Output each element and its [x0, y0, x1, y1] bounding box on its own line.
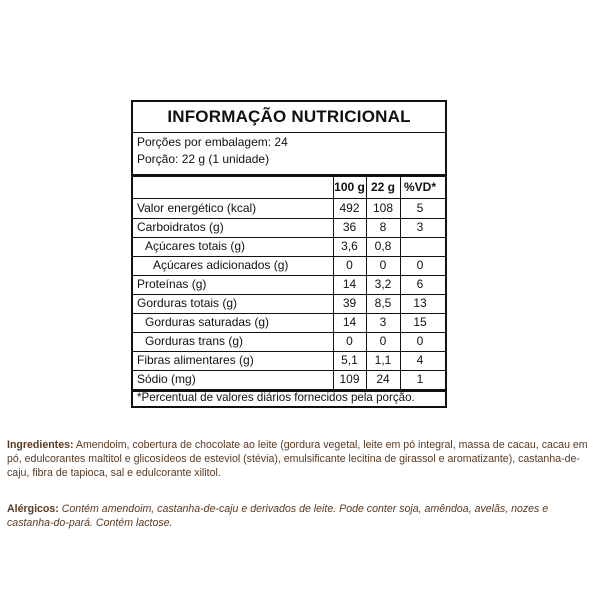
value-vd: 0 — [416, 334, 424, 348]
divider — [133, 198, 445, 199]
value-100g: 109 — [339, 372, 360, 386]
row-label: Açúcares adicionados (g) — [153, 258, 289, 272]
row-label: Gorduras trans (g) — [145, 334, 244, 348]
value-vd: 4 — [416, 353, 424, 367]
value-portion: 3,2 — [374, 277, 392, 291]
column-header-100g: 100 g — [334, 180, 365, 194]
value-vd: 15 — [413, 315, 427, 329]
ingredients-text: Amendoim, cobertura de chocolate ao leite (gordura vegetal, leite em pó integral, massa de cacau, cacau em pó, edulcorantes maltitol e glicosídeos de esteviol (stévia), emulsificante lecitina de girassol e aromatizante), castanha-de-caju, fibra de tapioca, sal e edulcorante xilitol. — [7, 439, 588, 479]
divider-thick — [133, 174, 445, 177]
value-100g: 39 — [342, 296, 357, 310]
value-vd: 5 — [416, 201, 424, 215]
row-label: Fibras alimentares (g) — [137, 353, 254, 367]
value-100g: 14 — [342, 277, 357, 291]
value-100g: 492 — [339, 201, 360, 215]
row-label: Proteínas (g) — [137, 277, 207, 291]
divider — [133, 294, 445, 295]
value-portion: 0,8 — [374, 239, 392, 253]
value-portion: 1,1 — [374, 353, 392, 367]
divider — [133, 256, 445, 257]
divider — [133, 370, 445, 371]
value-100g: 3,6 — [341, 239, 358, 253]
divider — [133, 275, 445, 276]
value-portion: 0 — [379, 258, 387, 272]
value-portion: 24 — [376, 372, 390, 386]
value-vd: 0 — [416, 258, 424, 272]
value-portion: 0 — [379, 334, 387, 348]
divider — [133, 351, 445, 352]
value-vd: 13 — [413, 296, 427, 310]
value-portion: 3 — [379, 315, 387, 329]
value-vd: 6 — [416, 277, 424, 291]
table-footnote: *Percentual de valores diários fornecidos pela porção. — [137, 391, 415, 404]
servings-per-package: Porções por embalagem: 24 — [137, 135, 288, 149]
value-vd: 1 — [416, 372, 424, 386]
serving-size: Porção: 22 g (1 unidade) — [137, 152, 270, 166]
value-100g: 14 — [342, 315, 357, 329]
allergens-paragraph — [7, 502, 593, 530]
value-vd: 3 — [416, 220, 424, 234]
value-100g: 0 — [346, 258, 353, 272]
row-label: Gorduras totais (g) — [137, 296, 238, 310]
row-label: Açúcares totais (g) — [145, 239, 246, 253]
row-label: Valor energético (kcal) — [137, 201, 257, 215]
nutrition-table — [131, 100, 447, 408]
ingredients-label: Ingredientes: — [7, 439, 74, 451]
value-portion: 8 — [379, 220, 387, 234]
divider — [133, 132, 445, 133]
ingredients-paragraph — [7, 438, 593, 480]
allergens-text: Contém amendoim, castanha-de-caju e derivados de leite. Pode conter soja, amêndoa, avelãs, nozes e castanha-do-pará. Contém lactose. — [7, 503, 549, 529]
row-label: Sódio (mg) — [137, 372, 196, 386]
value-portion: 108 — [372, 201, 394, 215]
column-header-portion: 22 g — [370, 180, 395, 194]
divider — [133, 332, 445, 333]
value-100g: 5,1 — [341, 353, 358, 367]
divider — [133, 313, 445, 314]
value-100g: 36 — [342, 220, 357, 234]
value-100g: 0 — [346, 334, 353, 348]
table-title: INFORMAÇÃO NUTRICIONAL — [167, 107, 411, 126]
column-header-vd: %VD* — [403, 180, 436, 194]
row-label: Gorduras saturadas (g) — [145, 315, 270, 329]
value-portion: 8,5 — [374, 296, 392, 310]
allergens-label: Alérgicos: — [7, 503, 59, 515]
divider — [133, 237, 445, 238]
row-label: Carboidratos (g) — [137, 220, 224, 234]
divider — [133, 218, 445, 219]
